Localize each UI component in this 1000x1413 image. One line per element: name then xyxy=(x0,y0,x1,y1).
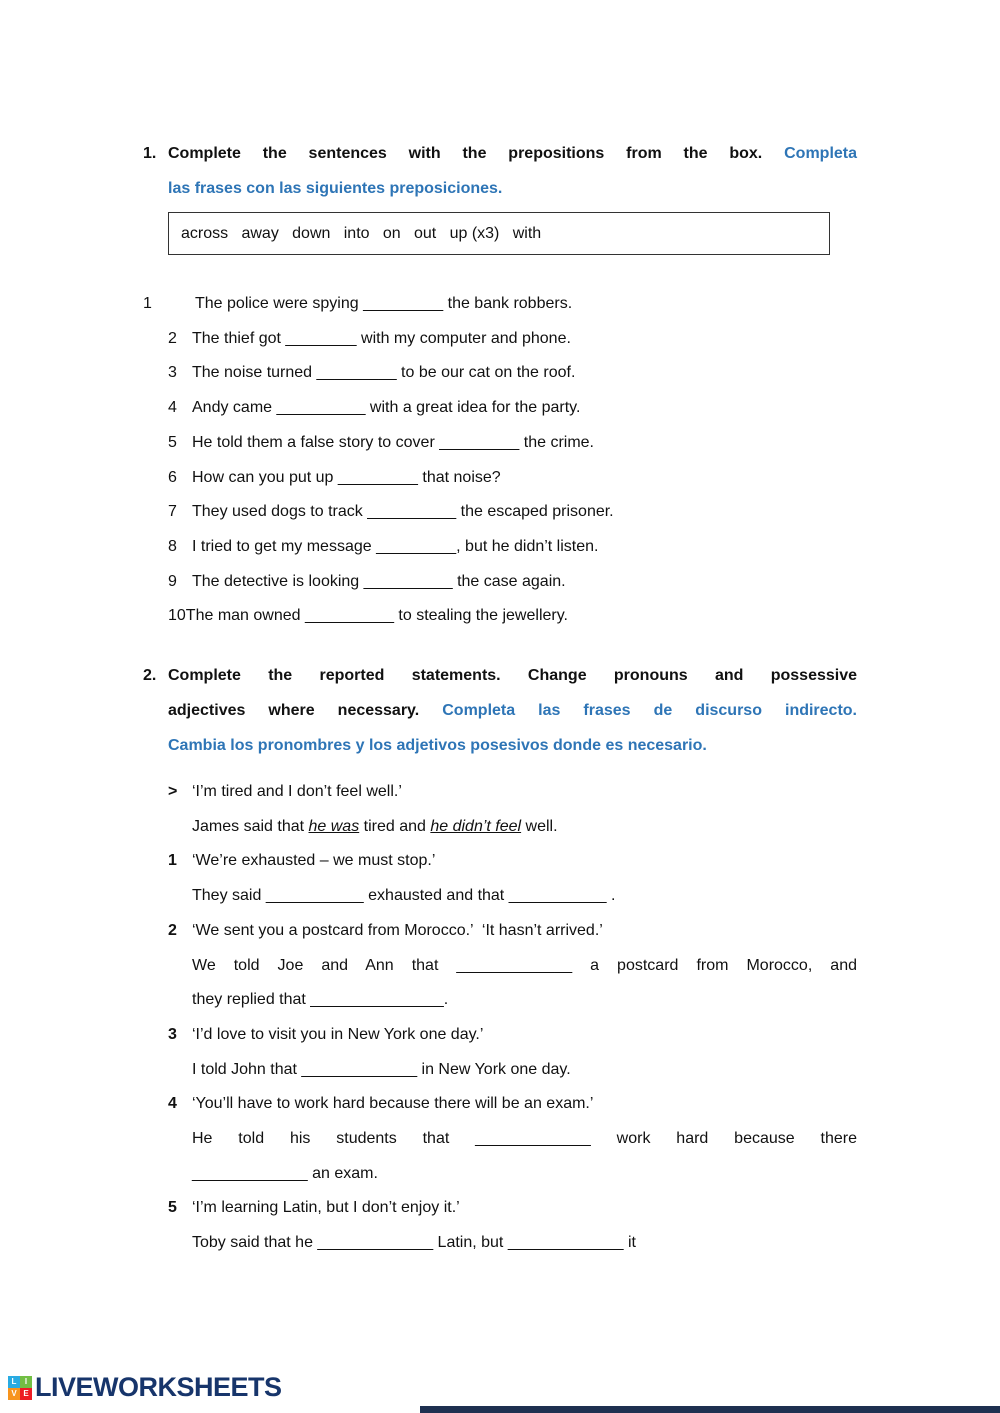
item-body xyxy=(192,1018,857,1087)
item-text: I tried to get my message _________, but he didn’t listen. xyxy=(192,537,599,555)
answer-text: well. xyxy=(521,817,558,835)
item-body xyxy=(192,775,857,844)
exercise2-list xyxy=(143,775,857,1261)
item-number: 1 xyxy=(168,852,177,870)
exercise1-title-es-start: Completa xyxy=(784,145,858,162)
item-body xyxy=(192,1087,857,1191)
item-number: 3 xyxy=(168,1025,177,1043)
item-text: The police were spying _________ the bank robbers. xyxy=(195,295,573,312)
answer-line: He told his students that _____________ work hard because there xyxy=(192,1130,857,1148)
answer-line: _____________ an exam. xyxy=(192,1164,378,1182)
exercise1-item xyxy=(143,322,857,357)
item-number: 3 xyxy=(168,364,177,382)
item-body xyxy=(192,1191,857,1260)
exercise1-number: 1. xyxy=(143,145,157,162)
item-text: He told them a false story to cover _________ the crime. xyxy=(192,433,594,451)
exercise2-item xyxy=(143,1191,857,1260)
exercise1-item xyxy=(143,461,857,496)
item-text: Andy came __________ with a great idea for the party. xyxy=(192,399,581,417)
exercise1-heading xyxy=(143,136,857,206)
answer-filled-blank: he was xyxy=(308,817,360,835)
item-text: The man owned __________ to stealing the jewellery. xyxy=(185,607,568,625)
exercise1-item xyxy=(143,426,857,461)
item-number: 2 xyxy=(168,921,177,939)
item-number: 9 xyxy=(168,572,177,590)
quote-line: ‘I’m learning Latin, but I don’t enjoy it.’ xyxy=(192,1199,460,1217)
exercise1-item xyxy=(143,495,857,530)
item-marker: > xyxy=(168,783,178,801)
bottom-edge-bar xyxy=(420,1406,1000,1413)
quote-line: ‘We’re exhausted – we must stop.’ xyxy=(192,852,436,870)
exercise2-example-item xyxy=(143,775,857,844)
exercise2-item xyxy=(143,1018,857,1087)
liveworksheets-logo[interactable] xyxy=(8,1372,282,1403)
quote-line: ‘You’ll have to work hard because there will be an exam.’ xyxy=(192,1095,594,1113)
exercise2-title-line3: Cambia los pronombres y los adjetivos posesivos donde es necesario. xyxy=(168,737,707,755)
answer-line: Toby said that he _____________ Latin, but _____________ it xyxy=(192,1234,636,1252)
exercise2-heading xyxy=(143,658,857,763)
item-number: 4 xyxy=(168,399,177,417)
exercise2-title-en-end: adjectives where necessary. xyxy=(168,702,420,720)
item-number: 4 xyxy=(168,1095,177,1113)
item-number: 8 xyxy=(168,537,177,555)
exercise2-item xyxy=(143,1087,857,1191)
item-text: They used dogs to track __________ the escaped prisoner. xyxy=(192,503,614,521)
exercise1-item xyxy=(143,356,857,391)
item-number: 2 xyxy=(168,329,177,347)
logo-square-i: I xyxy=(20,1376,32,1388)
answer-line: they replied that _______________. xyxy=(192,991,449,1009)
answer-text: tired and xyxy=(359,817,431,835)
item-text: The detective is looking __________ the case again. xyxy=(192,572,566,590)
quote-line: ‘I’d love to visit you in New York one day.’ xyxy=(192,1025,484,1043)
brand-name: LIVEWORKSHEETS xyxy=(35,1372,282,1402)
exercise1-item xyxy=(143,391,857,426)
example-answer-line xyxy=(192,810,857,845)
item-number: 5 xyxy=(168,1199,177,1217)
exercise2-item xyxy=(143,844,857,913)
item-body xyxy=(192,914,857,1018)
exercise2-title-es-start: Completa las frases de discurso indirecto. xyxy=(442,702,858,720)
exercise2-title-line2 xyxy=(168,693,857,728)
item-number: 5 xyxy=(168,433,177,451)
answer-line: They said ___________ exhausted and that ___________ . xyxy=(192,887,616,905)
item-text: The noise turned _________ to be our cat on the roof. xyxy=(192,364,576,382)
exercise1-list xyxy=(143,287,857,634)
answer-line: I told John that _____________ in New York one day. xyxy=(192,1060,571,1078)
exercise1-item xyxy=(143,287,857,322)
logo-square-l: L xyxy=(8,1376,20,1388)
exercise1-title-line2: las frases con las siguientes preposiciones. xyxy=(168,180,503,197)
exercise1-item xyxy=(143,599,857,634)
item-number: 6 xyxy=(168,468,177,486)
exercise2-title-line1: Complete the reported statements. Change pronouns and possessive xyxy=(168,667,857,685)
quote-line: ‘I’m tired and I don’t feel well.’ xyxy=(192,783,402,801)
answer-text: James said that xyxy=(192,817,309,835)
quote-line: ‘We sent you a postcard from Morocco.’ ‘It hasn’t arrived.’ xyxy=(192,921,603,939)
word-box-words: across away down into on out up (x3) with xyxy=(181,224,542,242)
logo-square-e: E xyxy=(20,1388,32,1400)
item-text: The thief got ________ with my computer and phone. xyxy=(192,329,571,347)
exercise1-title-en: Complete the sentences with the prepositions from the box. xyxy=(168,145,763,162)
item-number: 1 xyxy=(143,295,152,312)
answer-line: We told Joe and Ann that _____________ a postcard from Morocco, and xyxy=(192,956,857,974)
item-text: How can you put up _________ that noise? xyxy=(192,468,501,486)
word-box xyxy=(168,212,830,255)
exercise2-item xyxy=(143,914,857,1018)
item-number: 10 xyxy=(168,607,186,625)
exercise1-title-line1 xyxy=(168,136,857,171)
liveworksheets-icon xyxy=(8,1376,32,1400)
exercise1-item xyxy=(143,530,857,565)
exercise1-item xyxy=(143,565,857,600)
item-number: 7 xyxy=(168,503,177,521)
answer-filled-blank: he didn’t feel xyxy=(430,817,522,835)
exercise2-number: 2. xyxy=(143,667,157,685)
logo-square-v: V xyxy=(8,1388,20,1400)
item-body xyxy=(192,844,857,913)
